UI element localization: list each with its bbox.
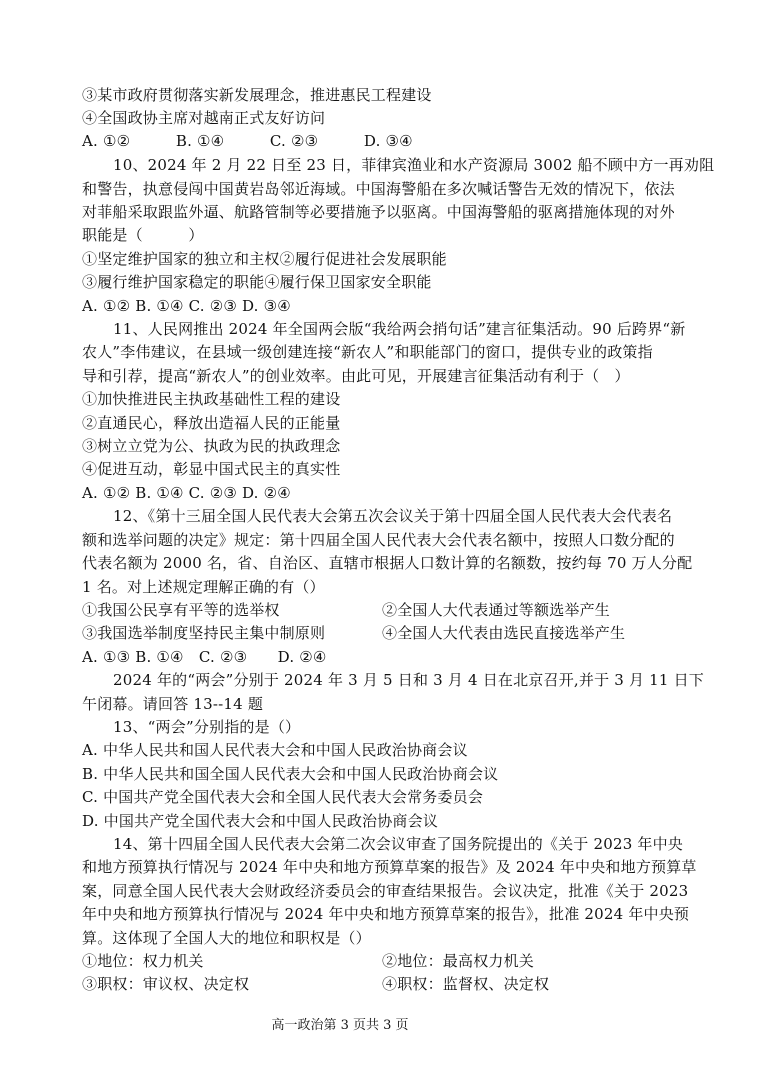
- material-text: 2024 年的“两会”分别于 2024 年 3 月 5 日和 3 月 4 日在北京召开,并于 3 月 11 日下: [113, 671, 704, 689]
- page-footer: [0, 1017, 760, 1035]
- question-12-text: 代表名额为 2000 名，省、自治区、直辖市根据人口数计算的名额数，按约每 70 万人分配: [82, 554, 693, 572]
- option-line: B. 中华人民共和国全国人民代表大会和中国人民政治协商会议: [82, 765, 499, 783]
- question-11-text: 农人”李伟建议，在县域一级创建连接“新农人”和职能部门的窗口，提供专业的政策指: [82, 343, 653, 361]
- question-11-text: 11、人民网推出 2024 年全国两会版“我给两会捎句话”建言征集活动。90 后跨界“新: [113, 320, 686, 338]
- option-line: C. 中国共产党全国代表大会和全国人民代表大会常务委员会: [82, 788, 484, 806]
- option-2: ②地位：最高权力机关: [382, 952, 535, 970]
- option-line: ③某市政府贯彻落实新发展理念，推进惠民工程建设: [82, 86, 432, 104]
- question-10-text: 职能是（ ）: [82, 226, 204, 244]
- question-12-text: 额和选举问题的决定》规定：第十四届全国人民代表大会代表名额中，按照人口数分配的: [82, 531, 675, 549]
- question-14-text: 年中央和地方预算执行情况与 2024 年中央和地方预算草案的报告》，批准 2024 年中央预: [82, 905, 690, 923]
- option-4: ④职权：监督权、决定权: [382, 975, 550, 993]
- option-line: ③树立立党为公、执政为民的执政理念: [82, 437, 341, 455]
- question-14-text: 和地方预算执行情况与 2024 年中央和地方预算草案的报告》及 2024 年中央和地方预算草: [82, 858, 697, 876]
- answer-choices: A. ①③ B. ①④ C. ②③ D. ②④: [82, 648, 327, 666]
- option-line: ③履行维护国家稳定的职能④履行保卫国家安全职能: [82, 273, 432, 291]
- question-10-text: 10、2024 年 2 月 22 日至 23 日，菲律宾渔业和水产资源局 3002 船不顾中方一再劝阻: [113, 156, 715, 174]
- question-11-text: 导和引荐，提高“新农人”的创业效率。由此可见，开展建言征集活动有利于（ ）: [82, 367, 630, 385]
- option-line: [82, 951, 535, 971]
- option-3: ③职权：审议权、决定权: [82, 975, 250, 993]
- answer-choices: A. ①② B. ①④ C. ②③ D. ③④: [82, 132, 413, 150]
- question-14-text: 14、第十四届全国人民代表大会第二次会议审查了国务院提出的《关于 2023 年中央: [113, 835, 684, 853]
- option-line: ④促进互动，彰显中国式民主的真实性: [82, 460, 341, 478]
- option-2: ②全国人大代表通过等额选举产生: [382, 601, 611, 619]
- option-line: ④全国政协主席对越南正式友好访问: [82, 109, 326, 127]
- option-line: ①坚定维护国家的独立和主权②履行促进社会发展职能: [82, 250, 447, 268]
- answer-choices: A. ①② B. ①④ C. ②③ D. ③④: [82, 297, 291, 315]
- option-3: ③我国选举制度坚持民主集中制原则: [82, 624, 326, 642]
- question-10-text: 对菲船采取跟监外逼、航路管制等必要措施予以驱离。中国海警船的驱离措施体现的对外: [82, 203, 675, 221]
- question-12-text: 1 名。对上述规定理解正确的有（）: [82, 578, 325, 596]
- option-line: D. 中国共产党全国代表大会和中国人民政治协商会议: [82, 812, 439, 830]
- option-line: ①加快推进民主执政基础性工程的建设: [82, 390, 341, 408]
- material-text: 午闭幕。请回答 13--14 题: [82, 695, 264, 713]
- option-1: ①地位：权力机关: [82, 952, 204, 970]
- question-14-text: 算。这体现了全国人大的地位和职权是（）: [82, 929, 371, 947]
- option-line: ②直通民心，释放出造福人民的正能量: [82, 414, 341, 432]
- question-14-text: 案，同意全国人民代表大会财政经济委员会的审查结果报告。会议决定，批准《关于 2023: [82, 882, 689, 900]
- option-line: [82, 974, 550, 994]
- question-12-text: 12、《第十三届全国人民代表大会第五次会议关于第十四届全国人民代表大会代表名: [113, 507, 673, 525]
- option-line: [82, 600, 611, 620]
- option-4: ④全国人大代表由选民直接选举产生: [382, 624, 626, 642]
- question-10-text: 和警告，执意侵闯中国黄岩岛邻近海域。中国海警船在多次喊话警告无效的情况下，依法: [82, 180, 675, 198]
- option-line: [82, 623, 626, 643]
- page-number: 高一政治第 3 页共 3 页: [271, 1018, 409, 1033]
- question-13-text: 13、“两会”分别指的是（）: [113, 718, 301, 736]
- option-line: A. 中华人民共和国人民代表大会和中国人民政治协商会议: [82, 741, 468, 759]
- option-1: ①我国公民享有平等的选举权: [82, 601, 280, 619]
- answer-choices: A. ①② B. ①④ C. ②③ D. ②④: [82, 484, 291, 502]
